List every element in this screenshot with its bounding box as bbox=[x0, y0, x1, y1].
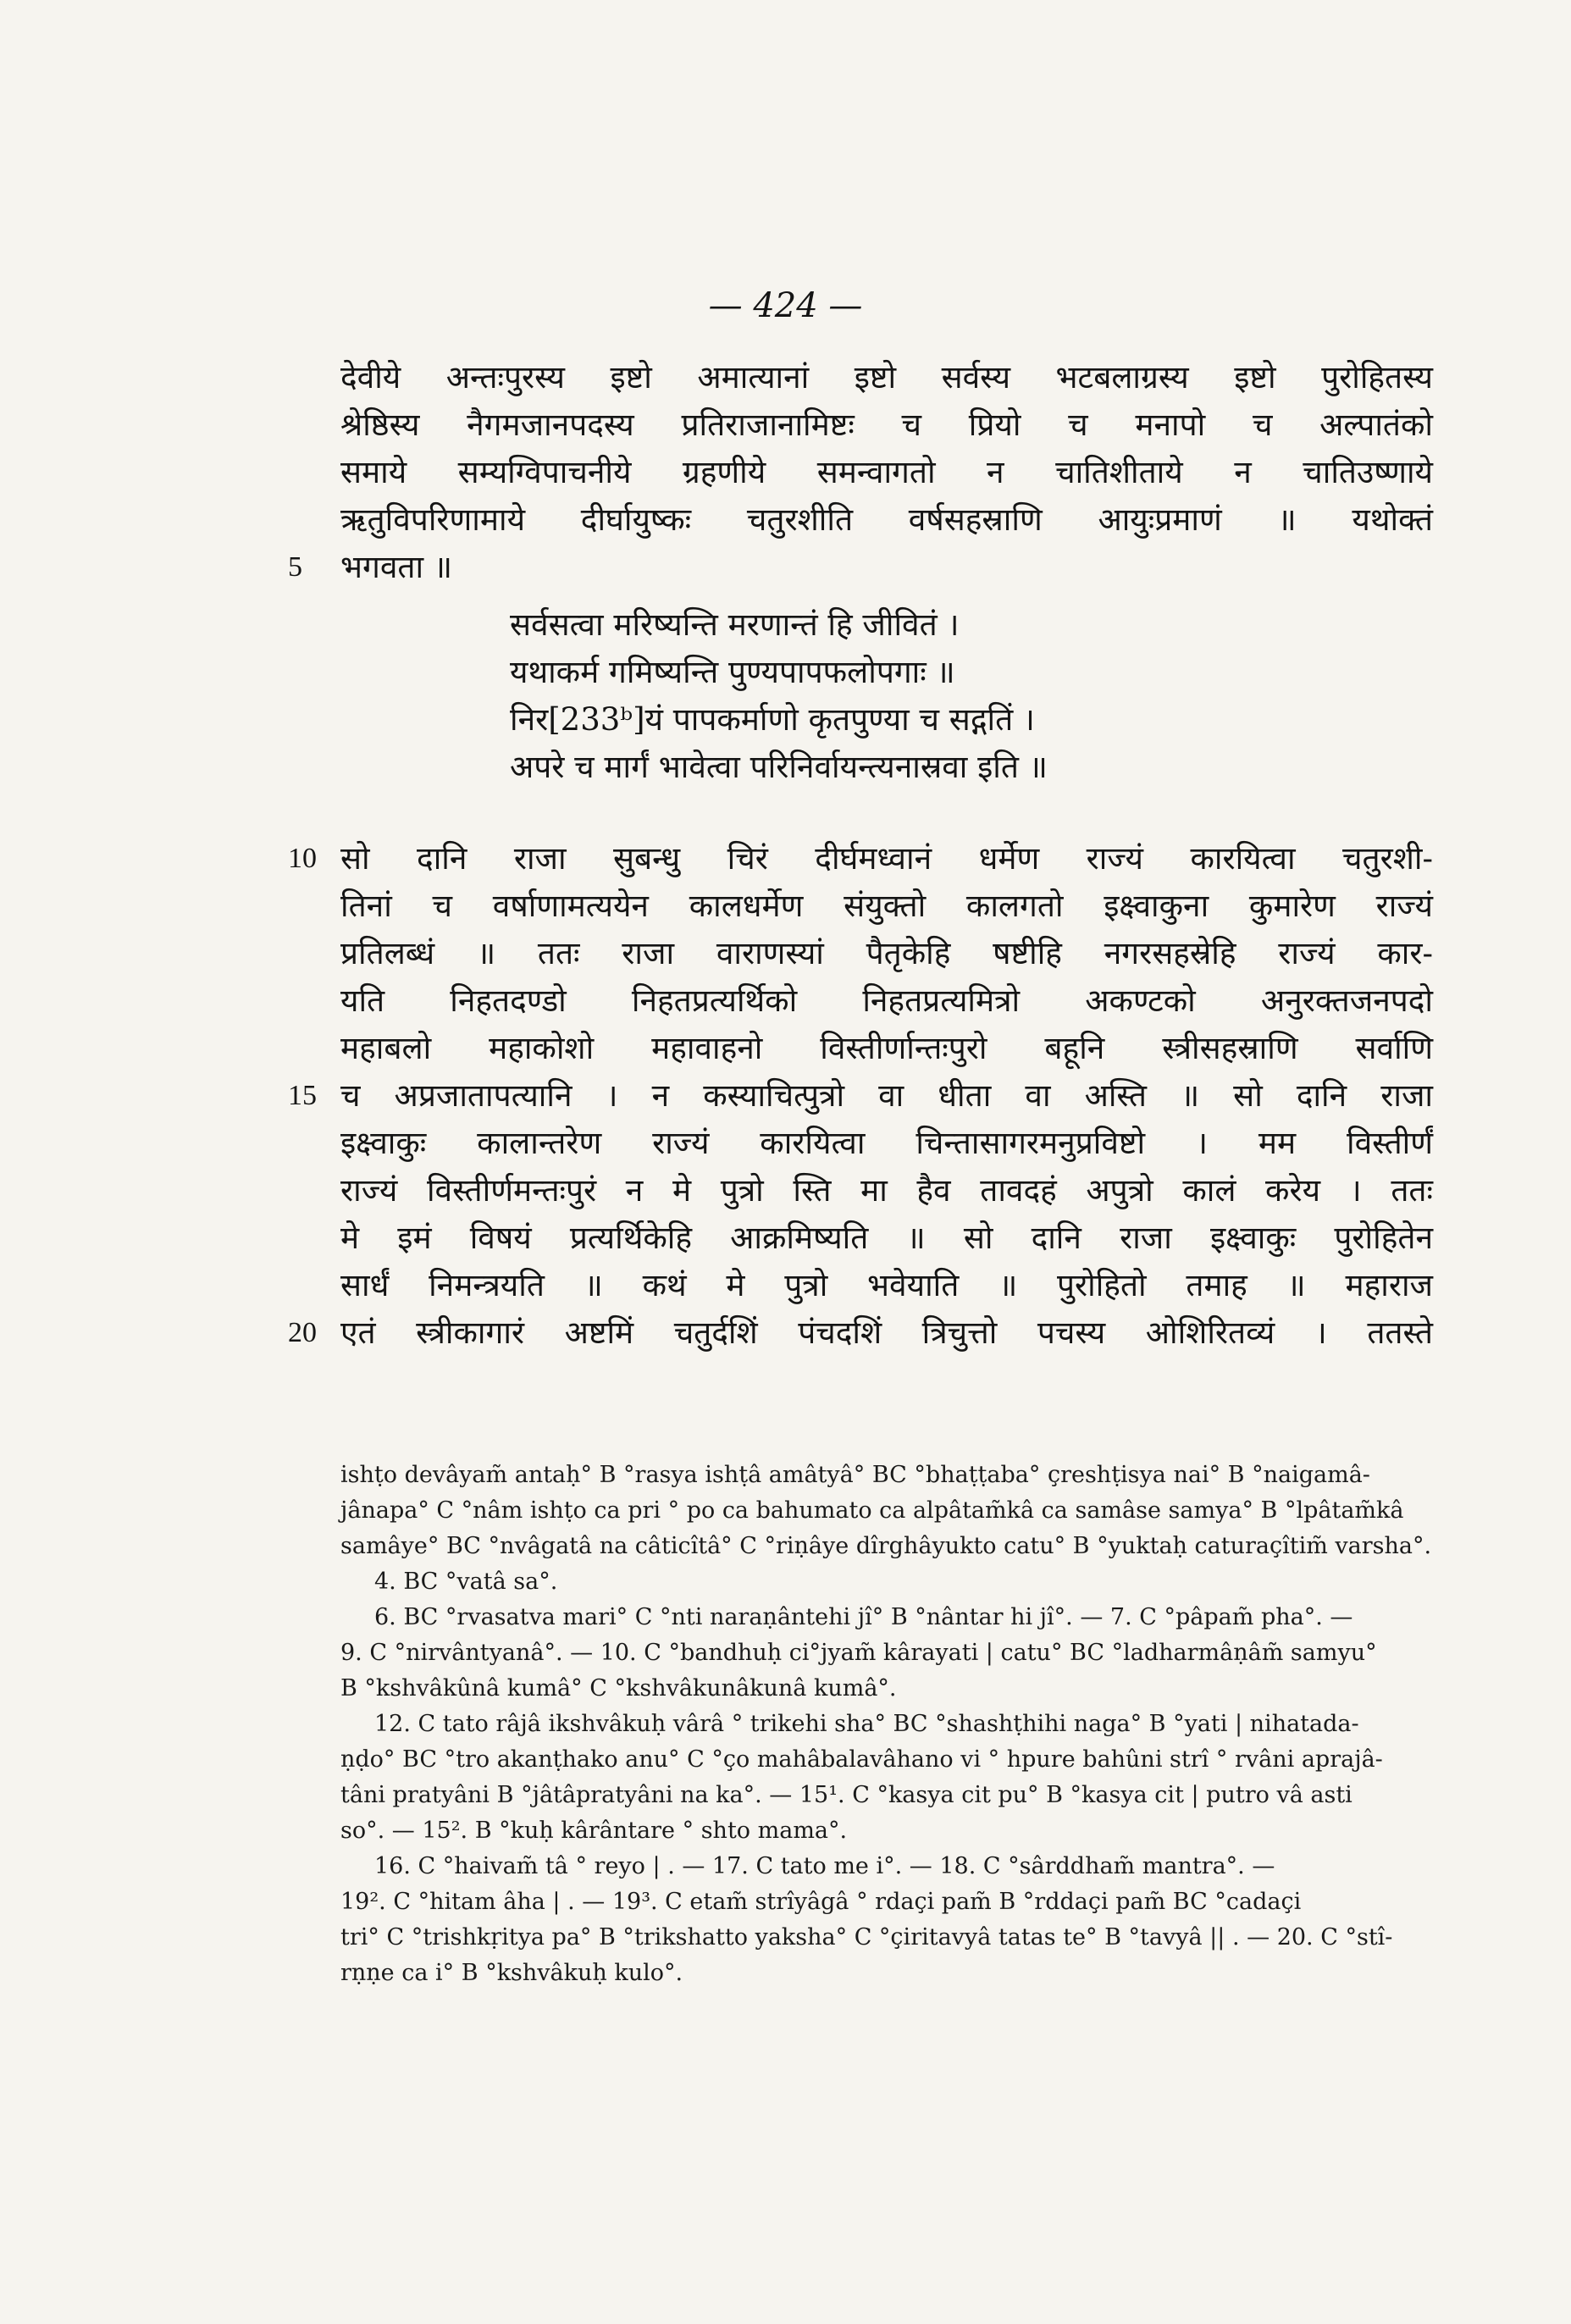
line-text: तिनां च वर्षाणामत्ययेन कालधर्मेण संयुक्तो कालगतो इक्ष्वाकुना कुमारेण राज्यं bbox=[340, 888, 1433, 924]
text-line bbox=[340, 1120, 1433, 1167]
text-line bbox=[340, 401, 1433, 449]
line-text: सो दानि राजा सुबन्धु चिरं दीर्घमध्वानं धर्मेण राज्यं कारयित्वा चतुरशी- bbox=[340, 840, 1433, 877]
line-number: 10 bbox=[288, 843, 317, 874]
verse-block bbox=[510, 601, 1433, 791]
prose-paragraph-1 bbox=[288, 354, 1433, 591]
verse-line: निर[233ᵇ]यं पापकर्माणो कृतपुण्या च सद्गतिं । bbox=[510, 701, 1035, 738]
line-text: मे इमं विषयं प्रत्यर्थिकेहि आक्रमिष्यति ॥ सो दानि राजा इक्ष्वाकुः पुरोहितेन bbox=[340, 1220, 1433, 1256]
footnote-line: jânapa° C °nâm ishṭo ca pri ° po ca bahumato ca alpâtam̃kâ ca samâse samya° B °lpâtam̃kâ bbox=[340, 1497, 1404, 1524]
footnote-line: 6. BC °rvasatva mari° C °nti naraṇântehi jî° B °nântar hi jî°. — 7. C °pâpam̃ pha°. — bbox=[374, 1604, 1353, 1630]
footnote-line: tri° C °trishkṛitya pa° B °trikshatto yaksha° C °çiritavyâ tatas te° B °tavyâ || . — 20. C °stî- bbox=[340, 1924, 1393, 1951]
prose-paragraph-2 bbox=[288, 835, 1433, 1357]
verse-line: सर्वसत्वा मरिष्यन्ति मरणान्तं हि जीवितं । bbox=[510, 606, 960, 643]
text-line bbox=[340, 1262, 1433, 1309]
footnote-line: ṇḍo° BC °tro akanṭhako anu° C °ço mahâbalavâhano vi ° hpure bahûni strî ° rvâni aprajâ- bbox=[340, 1746, 1383, 1773]
line-text: सार्धं निमन्त्रयति ॥ कथं मे पुत्रो भवेयाति ॥ पुरोहितो तमाह ॥ महाराज bbox=[340, 1267, 1433, 1303]
line-number: 5 bbox=[288, 551, 302, 583]
critical-apparatus bbox=[340, 1458, 1433, 1992]
line-text: महाबलो महाकोशो महावाहनो विस्तीर्णान्तःपुरो बहूनि स्त्रीसहस्राणि सर्वाणि bbox=[340, 1030, 1433, 1066]
line-text: च अप्रजातापत्यानि । न कस्याचित्पुत्रो वा धीता वा अस्ति ॥ सो दानि राजा bbox=[340, 1077, 1433, 1114]
text-line bbox=[340, 1215, 1433, 1262]
line-text: एतं स्त्रीकागारं अष्टमिं चतुर्दशिं पंचदशिं त्रिचुत्तो पचस्य ओशिरितव्यं । ततस्ते bbox=[340, 1314, 1433, 1351]
footnote-line: so°. — 15². B °kuḥ kârântare ° shto mama°. bbox=[340, 1818, 848, 1844]
line-text: इक्ष्वाकुः कालान्तरेण राज्यं कारयित्वा चिन्तासागरमनुप्रविष्टो । मम विस्तीर्णं bbox=[340, 1125, 1433, 1161]
footnote-line: B °kshvâkûnâ kumâ° C °kshvâkunâkunâ kumâ°. bbox=[340, 1675, 897, 1702]
footnote-line: ishṭo devâyam̃ antaḥ° B °rasya ishṭâ amâtyâ° BC °bhaṭṭaba° çreshṭisya nai° B °naigamâ- bbox=[340, 1462, 1370, 1488]
line-text: श्रेष्ठिस्य नैगमजानपदस्य प्रतिराजानामिष्टः च प्रियो च मनापो च अल्पातंको bbox=[340, 407, 1433, 443]
line-text: देवीये अन्तःपुरस्य इष्टो अमात्यानां इष्टो सर्वस्य भटबलाग्रस्य इष्टो पुरोहितस्य bbox=[340, 359, 1433, 396]
line-text: राज्यं विस्तीर्णमन्तःपुरं न मे पुत्रो स्ति मा हैव तावदहं अपुत्रो कालं करेय । ततः bbox=[340, 1172, 1433, 1209]
footnote-line: 16. C °haivam̃ tâ ° reyo | . — 17. C tato me i°. — 18. C °sârddham̃ mantra°. — bbox=[374, 1853, 1275, 1879]
line-text: समाये सम्यग्विपाचनीये ग्रहणीये समन्वागतो न चातिशीताये न चातिउष्णाये bbox=[340, 454, 1433, 490]
footnote-line: rṇṇe ca i° B °kshvâkuḥ kulo°. bbox=[340, 1960, 683, 1986]
line-text: यति निहतदण्डो निहतप्रत्यर्थिको निहतप्रत्यमित्रो अकण्टको अनुरक्तजनपदो bbox=[340, 982, 1433, 1019]
footnote-line: 12. C tato râjâ ikshvâkuḥ vârâ ° trikehi sha° BC °shashṭhihi naga° B °yati | nihatada- bbox=[374, 1711, 1359, 1737]
text-line bbox=[340, 883, 1433, 930]
line-text: ऋतुविपरिणामाये दीर्घायुष्कः चतुरशीति वर्षसहस्राणि आयुःप्रमाणं ॥ यथोक्तं bbox=[340, 501, 1433, 538]
text-line bbox=[288, 1072, 1433, 1120]
text-line bbox=[340, 1025, 1433, 1072]
verse-line: यथाकर्म गमिष्यन्ति पुण्यपापफलोपगाः ॥ bbox=[510, 654, 955, 690]
text-line bbox=[340, 1167, 1433, 1215]
line-text: भगवता ॥ bbox=[340, 549, 453, 585]
line-number: 20 bbox=[288, 1317, 317, 1348]
text-line bbox=[288, 544, 1433, 591]
main-text bbox=[288, 354, 1433, 1357]
footnote-line: 4. BC °vatâ sa°. bbox=[374, 1569, 558, 1595]
footnote-line: 19². C °hitam âha | . — 19³. C etam̃ strîyâgâ ° rdaçi pam̃ B °rddaçi pam̃ BC °cadaçi bbox=[340, 1889, 1302, 1915]
text-line bbox=[340, 354, 1433, 401]
text-line bbox=[340, 930, 1433, 977]
text-line bbox=[288, 835, 1433, 883]
text-line bbox=[340, 496, 1433, 544]
footnote-line: 9. C °nirvântyanâ°. — 10. C °bandhuḥ ci°jyam̃ kârayati | catu° BC °ladharmâṇâm̃ samyu° bbox=[340, 1640, 1377, 1666]
text-line bbox=[340, 449, 1433, 496]
text-line bbox=[288, 1309, 1433, 1357]
verse-line: अपरे च मार्गं भावेत्वा परिनिर्वायन्त्यनास्रवा इति ॥ bbox=[510, 749, 1048, 785]
footnote-line: tâni pratyâni B °jâtâpratyâni na ka°. — 15¹. C °kasya cit pu° B °kasya cit | putro vâ asti bbox=[340, 1782, 1352, 1808]
text-line bbox=[340, 977, 1433, 1025]
line-text: प्रतिलब्धं ॥ ततः राजा वाराणस्यां पैतृकेहि षष्टीहि नगरसहस्रेहि राज्यं कार- bbox=[340, 935, 1433, 971]
page-number: — 424 — bbox=[708, 286, 863, 325]
line-number: 15 bbox=[288, 1080, 317, 1111]
footnote-line: samâye° BC °nvâgatâ na câticîtâ° C °riṇâye dîrghâyukto catu° B °yuktaḥ caturaçîtim̃ varsha°. bbox=[340, 1533, 1432, 1559]
